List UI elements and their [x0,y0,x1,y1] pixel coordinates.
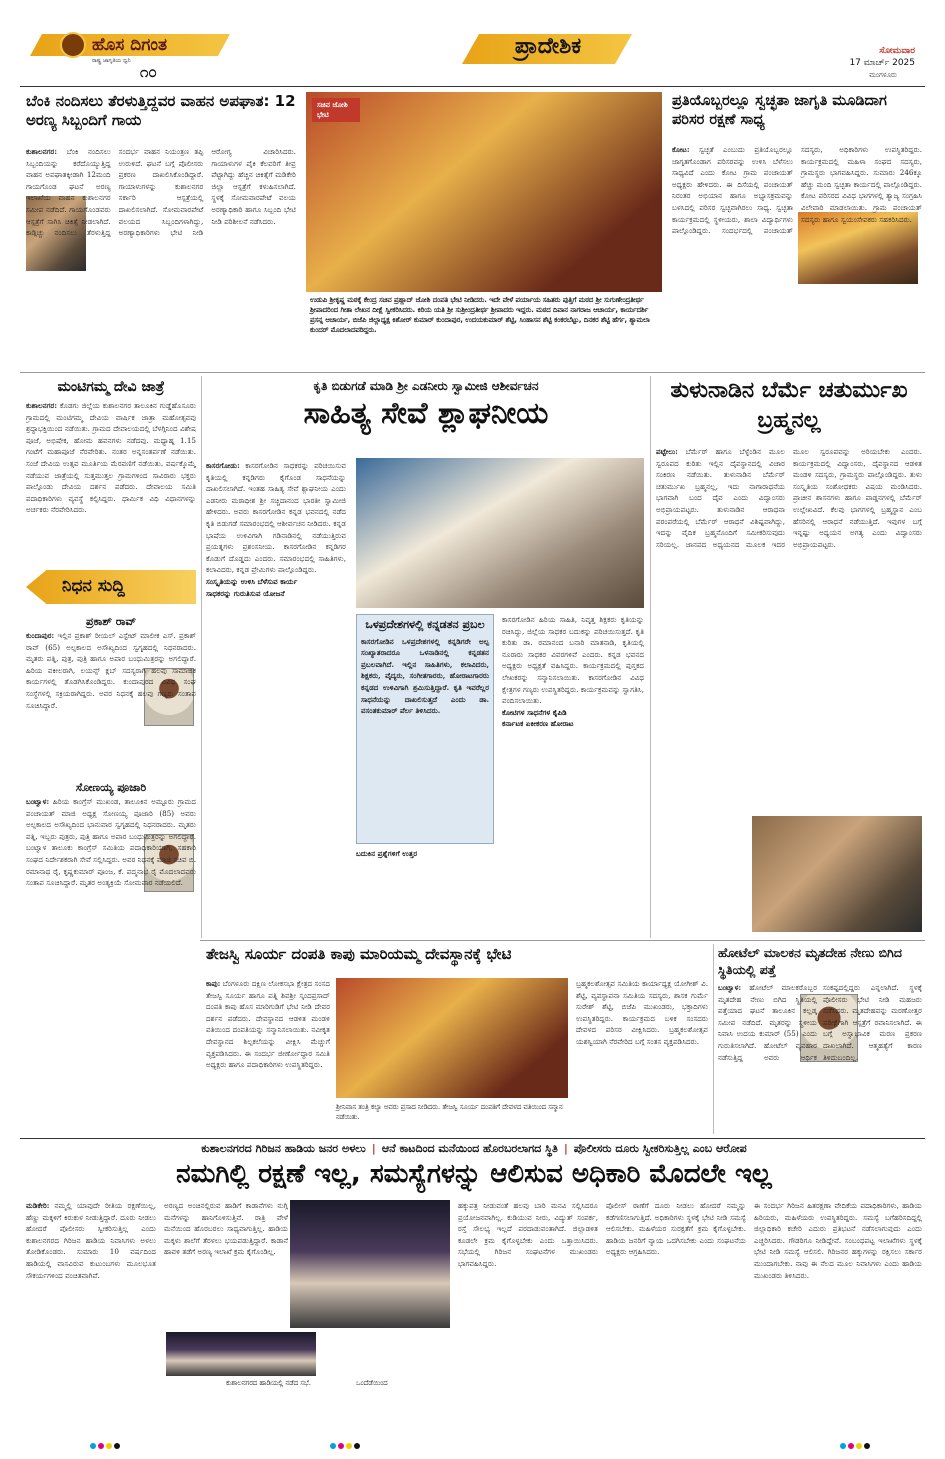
story-tribal-hamlet [26,1142,922,1442]
dateline: ಕಾಪು: [206,979,221,988]
story-body [26,146,296,366]
story-sahitya-seve [206,376,646,938]
photo-caption: ಉಡುಪಿ ಶ್ರೀಕೃಷ್ಣ ಮಠಕ್ಕೆ ಕೇಂದ್ರ ಸಚಿವ ಪ್ರಹ್ಲಾದ್ ಜೋಶಿ ದಂಪತಿ ಭೇಟಿ ನೀಡಿದರು. ಇದೇ ವೇಳೆ ಪರ್ಯಾಯ ಸಹಿತರು ಪುತ್ತಿಗೆ ಮಠದ ಶ್ರೀ ಸುಗುಣೇಂದ್ರತೀರ್ಥ ಶ್ರೀಪಾದರಿಂದ ಗೀತಾ ಲೇಖನ ದೀಕ್ಷೆ ಸ್ವೀಕರಿಸಿದರು. ಕಿರಿಯ ಯತಿ ಶ್ರೀ ಸುಶ್ರೀಂದ್ರತೀರ್ಥ ಶ್ರೀಪಾದರು ಇದ್ದರು. ಮಠದ ದಿವಾನ ನಾಗರಾಜ ಆಚಾರ್ಯ, ಕಾರ್ಯದರ್ಶಿ ಪ್ರಸನ್ನ ಆಚಾರ್ಯ, ಬಿಜೆಪಿ ಜಿಲ್ಲಾಧ್ಯಕ್ಷ ಕಿಶೋರ್ ಕುಮಾರ್ ಕುಂದಾಪುರ, ಉದಯಕುಮಾರ್ ಶೆಟ್ಟಿ, ಸಿಂಹಾಸನ ಶೆಟ್ಟಿ ಕಂಕರಬೆಟ್ಟು, ದಿನಕರ ಶೆಟ್ಟಿ ಹೆರ್ಗ, ಶ್ಯಾಮಲಾ ಕುಂದರ್ ಮೊದಲಾದವರಿದ್ದರು. [310,296,650,334]
body-col5 [754,1200,922,1440]
dateline: ಕಾಸರಗೋಡು: [206,461,240,470]
body-text: ಹಿರಿಯ ಕಾಂಗ್ರೆಸ್ ಮುಖಂಡ, ತಾಲೂಕಿನ ಅಮ್ಟೂರು ಗ್ರಾಮದ ಪಂಚಾಯತ್ ಮಾಜಿ ಅಧ್ಯಕ್ಷ ಸೋಣಯ್ಯ ಪೂಜಾರಿ (85) ಅವರು ಅಲ್ಪಕಾಲದ ಅಸೌಖ್ಯದಿಂದ ಭಾನುವಾರ ಸ್ವಗೃಹದಲ್ಲಿ ನಿಧನರಾದರು. ಮೃತರು ಪತ್ನಿ, ಇಬ್ಬರು ಪುತ್ರರು, ಪುತ್ರಿ ಹಾಗೂ ಅಪಾರ ಬಂಧುಮಿತ್ರರನ್ನು ಅಗಲಿದ್ದಾರೆ. ಬಂಟ್ವಾಳ ತಾಲೂಕು ಕಾಂಗ್ರೆಸ್ ಸಮಿತಿಯ ಪದಾಧಿಕಾರಿಯಾಗಿ, ಸಹಕಾರಿ ಸಂಘದ ನಿರ್ದೇಶಕರಾಗಿ ಸೇವೆ ಸಲ್ಲಿಸಿದ್ದರು. ಅವರ ನಿಧನಕ್ಕೆ ಮಾಜಿ ಸಚಿವ ಬಿ. ರಮಾನಾಥ ರೈ, ಕೃಷ್ಣಕುಮಾರ್ ಪೂಂಜ, ಕೆ. ಪದ್ಮನಾಭ ರೈ ಮೊದಲಾದವರು ಸಂತಾಪ ಸೂಚಿಸಿದ್ದಾರೆ. ಮೃತರ ಅಂತ್ಯಕ್ರಿಯೆ ಸೋಮವಾರ ನಡೆಯಲಿದೆ. [26,797,196,888]
book-release-photo [356,458,644,608]
body-text-6: ಗೌಡರಿಗೂ ನೀಡಿದ್ದೇವೆ. ಸಂಬಂಧಪಟ್ಟ ಇಲಾಖೆಗಳು ಸ್ಥಳಕ್ಕೆ ಭೇಟಿ ನೀಡಿ ಸಮಸ್ಯೆ ಆಲಿಸಲಿ. ಗಿರಿಜನರ ಹಕ್ಕುಗಳನ್ನು ರಕ್ಷಿಸಲು ಸರ್ಕಾರ ಮುಂದಾಗಬೇಕು. ನಾವು ಈ ನೆಲದ ಮೂಲ ನಿವಾಸಿಗಳು ಎಂದು ಹಾಡಿಯ ಮುಖಂಡರು ತಿಳಿಸಿದರು. [754,1235,922,1280]
body-col4: ಪೊಲೀಸ್ ಠಾಣೆಗೆ ದೂರು ನೀಡಲು ಹೋದರೆ ನಮ್ಮನ್ನು ಕಡೆಗಣಿಸಲಾಗುತ್ತಿದೆ. ಅಧಿಕಾರಿಗಳು ಸ್ಥಳಕ್ಕೆ ಭೇಟಿ ನೀಡಿ ಸಮಸ್ಯೆ ಆಲಿಸಬೇಕು. ಮಹಿಳೆಯರ ಸುರಕ್ಷತೆಗೆ ಕ್ರಮ ಕೈಗೊಳ್ಳಬೇಕು. ಹಾಡಿಯ ಜನರಿಗೆ ನ್ಯಾಯ ಒದಗಿಸಬೇಕು ಎಂದು ಸಂಘಟನೆಯ ಅಧ್ಯಕ್ಷರು ಆಗ್ರಹಿಸಿದರು. [606,1201,746,1257]
obituary-title: ನಿಧನ ಸುದ್ದಿ [62,576,125,596]
body-text: ನಮ್ಮಲ್ಲಿ ಯಾವುದೇ ರೀತಿಯ ರಕ್ಷಣೆಯಿಲ್ಲ, ಹೆಣ್ಣು ಮಕ್ಕಳಿಗೆ ಕಿರುಕುಳ ನೀಡುತ್ತಿದ್ದಾರೆ. ದೂರು ನೀಡಲು ಹೋದರೆ ಪೊಲೀಸರು ಸ್ವೀಕರಿಸುತ್ತಿಲ್ಲ ಎಂದು ಕುಶಾಲನಗರದ ಗಿರಿಜನ ಹಾಡಿಯ ನಿವಾಸಿಗಳು ಅಳಲು ತೋಡಿಕೊಂಡರು. ಸುಮಾರು 10 ವರ್ಷದಿಂದ ಹಾಡಿಯಲ್ಲಿ ವಾಸವಿರುವ ಕುಟುಂಬಗಳು ಮೂಲಭೂತ ಸೌಕರ್ಯಗಳಿಂದ ವಂಚಿತವಾಗಿವೆ. [26,1201,156,1280]
dateline: ಕುಶಾಲನಗರ: [26,147,57,156]
kicker: ಕೃತಿ ಬಿಡುಗಡೆ ಮಾಡಿ ಶ್ರೀ ಎಡನೀರು ಸ್ವಾಮೀಜಿ ಆಶೀರ್ವಚನ [313,379,539,393]
logo-tagline: ರಾಷ್ಟ್ರ ಜಾಗೃತಿಯ ಧ್ವನಿ [92,58,131,64]
photo-caption: ಶ್ರೀನಿವಾಸ ತಂತ್ರಿ ಕಲ್ಯಾ ಅವರು ಪ್ರಸಾದ ನೀಡಿದರು. ತೇಜಸ್ವಿ ಸೂರ್ಯ ದಂಪತಿಗೆ ದೇವಳದ ವತಿಯಿಂದ ಸನ್ಮಾನ ನಡೆಯಿತು. [336,1103,563,1121]
registration-marks-left [90,1443,120,1449]
dateline: ಬಂಟ್ವಾಳ: [718,983,742,992]
story-body [26,400,196,560]
body-col1 [26,1200,156,1440]
page-number: ೧೦ [140,63,157,81]
headline: ಸಾಹಿತ್ಯ ಸೇವೆ ಶ್ಲಾಘನೀಯ [303,395,549,431]
body-left [206,460,346,930]
headline: ಬೆಂಕಿ ನಂದಿಸಲು ತೆರಳುತ್ತಿದ್ದವರ ವಾಹನ ಅಪಘಾತ: 12 ಅರಣ್ಯ ಸಿಬ್ಬಂದಿಗೆ ಗಾಯ [26,92,296,129]
temple-visit-photo [336,978,568,1098]
body-text: ಇಲ್ಲಿನ ಪ್ರಕಾಶ್ ರೀಯಲ್ ಎಸ್ಟೇಟ್ ಮಾಲೀಕ ಎಸ್. ಪ್ರಕಾಶ್ ರಾವ್ (65) ಅಲ್ಪಕಾಲದ ಅಸೌಖ್ಯದಿಂದ ಸ್ವಗೃಹದಲ್ಲಿ ನಿಧನರಾದರು. ಮೃತರು ಪತ್ನಿ, ಪುತ್ರ, ಪುತ್ರಿ ಹಾಗೂ ಅಪಾರ ಬಂಧುಮಿತ್ರರನ್ನು ಅಗಲಿದ್ದಾರೆ. ಹಿರಿಯ ವಕೀಲರಾಗಿ, ಲಯನ್ಸ್ ಕ್ಲಬ್ ಸದಸ್ಯರಾಗಿ ಹಲವು ಸಾಮಾಜಿಕ ಕಾರ್ಯಗಳಲ್ಲಿ ತೊಡಗಿಸಿಕೊಂಡಿದ್ದರು. ಕುಂದಾಪುರದ ವಿವಿಧ ಸಂಘ ಸಂಸ್ಥೆಗಳಲ್ಲಿ ಸಕ್ರಿಯರಾಗಿದ್ದರು. ಅವರ ನಿಧನಕ್ಕೆ ಹಲವು ಗಣ್ಯರು ಸಂತಾಪ ಸೂಚಿಸಿದ್ದಾರೆ. [26,631,196,710]
masthead [0,0,945,90]
section-title: ಪ್ರಾದೇಶಿಕ [514,34,582,59]
subhead-4: ಕೋಟಿಗಳ ಸಾಧನೆಗಳ ಕೈಪಿಡಿ [502,707,567,717]
meeting-photo-1 [290,1200,450,1328]
person2-name: ಸೋಣಯ್ಯ ಪೂಜಾರಿ [75,781,147,794]
sun-logo-icon [60,32,86,58]
logo [30,30,230,80]
person1-body [26,630,196,780]
story-body [656,446,922,810]
obituary-section [26,566,196,936]
story-body [672,144,922,368]
body-right [502,614,644,854]
story-hotel-owner [718,944,922,1134]
story-tejasvi-surya [206,944,708,1134]
story-tag: ಸಚಿವ ಜೋಶಿ ಭೇಟಿ [312,98,360,122]
meeting-photo-2 [166,1332,316,1376]
city-label: ಮಂಗಳೂರು [869,71,897,79]
dateline: ಪಟ್ಟೇಲು: [656,447,678,456]
berme-photo [752,816,922,932]
date-label: 17 ಮಾರ್ಚ್ 2025 [849,58,915,68]
body-text: ಸ್ವಚ್ಛತೆ ಎಂಬುದು ಪ್ರತಿಯೊಬ್ಬರಲ್ಲೂ ಜಾಗೃತಗೊಂಡಾಗ ಪರಿಸರವನ್ನು ಉಳಿಸಿ ಬೆಳೆಸಲು ಸಾಧ್ಯವಿದೆ ಎಂದು ಕೋಟ ಗ್ರಾಮ ಪಂಚಾಯತ್ ಅಧ್ಯಕ್ಷರು ಹೇಳಿದರು. ಈ ದಿಸೆಯಲ್ಲಿ ಪಂಚಾಯತ್ ನಿರಂತರ ಅಭಿಯಾನ ಹಾಗೂ ಅಭ್ಯಾಸಕ್ರಮವನ್ನು ಬಳಸಿದಲ್ಲಿ ಪರಿಸರ ಸ್ವಚ್ಛವಾಗಿರಲು ಸಾಧ್ಯ. ಸ್ವಚ್ಛತಾ ಕಾರ್ಯಕ್ರಮದಲ್ಲಿ ಸ್ಥಳೀಯರು, ಶಾಲಾ ವಿದ್ಯಾರ್ಥಿಗಳು ಪಾಲ್ಗೊಂಡಿದ್ದರು. ಸಂದರ್ಭದಲ್ಲಿ ಪಂಚಾಯತ್ ಸದಸ್ಯರು, ಅಧಿಕಾರಿಗಳು ಉಪಸ್ಥಿತರಿದ್ದರು. ಕಾರ್ಯಕ್ರಮದಲ್ಲಿ ಮಹಿಳಾ ಸಂಘದ ಸದಸ್ಯರು, ಗ್ರಾಮಸ್ಥರು ಭಾಗವಹಿಸಿದ್ದರು. ಸುಮಾರು 246ಕ್ಕೂ ಹೆಚ್ಚು ಮಂದಿ ಸ್ವಚ್ಛತಾ ಕಾರ್ಯದಲ್ಲಿ ಪಾಲ್ಗೊಂಡಿದ್ದರು. ಕೋಟ ಪರಿಸರದ ವಿವಿಧ ಭಾಗಗಳಲ್ಲಿ ತ್ಯಾಜ್ಯ ಸಂಗ್ರಹಿಸಿ ವಿಲೇವಾರಿ ಮಾಡಲಾಯಿತು. ಗ್ರಾಮ ಪಂಚಾಯತ್ ಸದಸ್ಯರು ಹಾಗೂ ಸ್ವಯಂಸೇವಕರು ಸಹಕರಿಸಿದರು. [672,145,922,236]
photo-caption-1: ಕುಶಾಲನಗರದ ಹಾಡಿಯಲ್ಲಿ ನಡೆದ ಸಭೆ. [226,1379,311,1387]
dateline: ಮಡಿಕೇರಿ: [26,1201,50,1210]
body-text: ಬೆಂಗಳೂರು ದಕ್ಷಿಣ ಲೋಕಸಭಾ ಕ್ಷೇತ್ರದ ಸಂಸದ ತೇಜಸ್ವಿ ಸೂರ್ಯ ಹಾಗೂ ಪತ್ನಿ ಶಿವಶ್ರೀ ಸ್ಕಂದಪ್ರಸಾದ್ ದಂಪತಿ ಕಾಪು ಹೊಸ ಮಾರಿಗುಡಿಗೆ ಭೇಟಿ ನೀಡಿ ದೇವರ ದರ್ಶನ ಪಡೆದರು. ದೇವಸ್ಥಾನದ ಆಡಳಿತ ಮಂಡಳಿ ವತಿಯಿಂದ ದಂಪತಿಯನ್ನು ಸನ್ಮಾನಿಸಲಾಯಿತು. ನವೀಕೃತ ದೇವಸ್ಥಾನದ ಶಿಲ್ಪಕಲೆಯನ್ನು ವೀಕ್ಷಿಸಿ ಮೆಚ್ಚುಗೆ ವ್ಯಕ್ತಪಡಿಸಿದರು. ಈ ಸಂದರ್ಭ ಜೀರ್ಣೋದ್ಧಾರ ಸಮಿತಿ ಅಧ್ಯಕ್ಷರು ಹಾಗೂ ಪದಾಧಿಕಾರಿಗಳು ಉಪಸ್ಥಿತರಿದ್ದರು. [206,979,330,1070]
body-text: ಹೋಟೆಲ್ ಮಾಲಕರೊಬ್ಬರ ಮೃತದೇಹ ನೇಣು ಬಿಗಿದ ಸ್ಥಿತಿಯಲ್ಲಿ ಪತ್ತೆಯಾದ ಘಟನೆ ತಾಲೂಕಿನ ಕಲ್ಲಡ್ಕ ಸಮೀಪ ನಡೆದಿದೆ. ಮೃತರನ್ನು ಸ್ಥಳೀಯ ನಿವಾಸಿ ಉದಯ ಕುಮಾರ್ (55) ಎಂದು ಗುರುತಿಸಲಾಗಿದೆ. ಹೋಟೆಲ್ ವ್ಯವಹಾರ ನಡೆಸುತ್ತಿದ್ದ ಅವರು ಆರ್ಥಿಕ ಸಂಕಷ್ಟದಲ್ಲಿದ್ದರು ಎನ್ನಲಾಗಿದೆ. ಸ್ಥಳಕ್ಕೆ ಪೊಲೀಸರು ಭೇಟಿ ನೀಡಿ ಮಹಜರು ನಡೆಸಿದರು. ಮೃತದೇಹವನ್ನು ಮರಣೋತ್ತರ ಪರೀಕ್ಷೆಗಾಗಿ ಆಸ್ಪತ್ರೆಗೆ ರವಾನಿಸಲಾಗಿದೆ. ಈ ಬಗ್ಗೆ ಅಸ್ವಾಭಾವಿಕ ಮರಣ ಪ್ರಕರಣ ದಾಖಲಾಗಿದೆ. ಆತ್ಮಹತ್ಯೆಗೆ ಕಾರಣ ತಿಳಿದುಬಂದಿಲ್ಲ. [718,983,922,1062]
joshi-photo [306,92,662,292]
body-text: ಕಾಸರಗೋಡಿನ ಹಿರಿಯ ಸಾಹಿತಿ, ನಿವೃತ್ತ ಶಿಕ್ಷಕರು ಕೃತಿಯನ್ನು ರಚಿಸಿದ್ದು, ಜಿಲ್ಲೆಯ ಸಾಧಕರ ಬದುಕನ್ನು ಪರಿಚಯಿಸುತ್ತದೆ. ಕೃತಿ ಕುರಿತು ಡಾ. ರಮಾನಂದ ಬನಾರಿ ಮಾತನಾಡಿ, ಕೃತಿಯಲ್ಲಿ ನೂರಾರು ಸಾಧಕರ ವಿವರಗಳಿವೆ ಎಂದರು. ಕನ್ನಡ ಭವನದ ಅಧ್ಯಕ್ಷರು ಅಧ್ಯಕ್ಷತೆ ವಹಿಸಿದ್ದರು. ಕಾರ್ಯಕ್ರಮದಲ್ಲಿ ಪುಸ್ತಕದ ಲೇಖಕರನ್ನು ಸನ್ಮಾನಿಸಲಾಯಿತು. ಕಾಸರಗೋಡಿನ ವಿವಿಧ ಕ್ಷೇತ್ರಗಳ ಗಣ್ಯರು ಉಪಸ್ಥಿತರಿದ್ದರು. ಕಾರ್ಯಕ್ರಮವನ್ನು ಸ್ವಾಗತಿಸಿ, ವಂದಿಸಲಾಯಿತು. [502,615,644,706]
headline: ನಮಗಿಲ್ಲಿ ರಕ್ಷಣೆ ಇಲ್ಲ, ಸಮಸ್ಯೆಗಳನ್ನು ಆಲಿಸುವ ಅಧಿಕಾರಿ ಮೊದಲೇ ಇಲ್ಲ [176,1159,772,1189]
photo-caption-2: ಒಂದೆಡೆಯಿಂದ [356,1379,388,1387]
story-joshi-visit [306,92,662,370]
dateline: ಬಂಟ್ವಾಳ: [26,797,50,806]
headline: ಮಂಟಿಗಮ್ಮ ದೇವಿ ಜಾತ್ರೆ [57,379,165,395]
body-text: ಬೆರ್ಮೆರ್ ಹಾಗೂ ಬೆಳ್ಳೆಂಡಿನ ಮೂಲ ಸ್ವರೂಪದ ಕುರಿತು ಇಲ್ಲಿನ ದೈವಸ್ಥಾನದಲ್ಲಿ ವಿಚಾರ ಸಂಕಿರಣ ನಡೆಯಿತು. ತುಳುನಾಡಿನ ಬೆರ್ಮೆರ್ ಚತುರ್ಮುಖ ಬ್ರಹ್ಮನಲ್ಲ, ಇದು ನಾಗಾರಾಧನೆಯ ಭಾಗವಾಗಿ ಬಂದ ದೈವ ಎಂದು ವಿದ್ವಾಂಸರು ಅಭಿಪ್ರಾಯಪಟ್ಟರು. ತುಳುನಾಡಿನ ಆರಾಧನಾ ಪರಂಪರೆಯಲ್ಲಿ ಬೆರ್ಮೆರ್ ಆರಾಧನೆ ವಿಶಿಷ್ಟವಾಗಿದ್ದು, ಇದನ್ನು ವೈದಿಕ ಬ್ರಹ್ಮನೊಂದಿಗೆ ಸಮೀಕರಿಸುವುದು ಸರಿಯಲ್ಲ. ಜಾನಪದ ಅಧ್ಯಯನದ ಮೂಲಕ ಇದರ ಮೂಲ ಸ್ವರೂಪವನ್ನು ಅರಿಯಬೇಕು ಎಂದರು. ಕಾರ್ಯಕ್ರಮದಲ್ಲಿ ವಿದ್ವಾಂಸರು, ದೈವಸ್ಥಾನದ ಆಡಳಿತ ಮಂಡಳಿ ಸದಸ್ಯರು, ಗ್ರಾಮಸ್ಥರು ಪಾಲ್ಗೊಂಡಿದ್ದರು. ತುಳು ಸಂಸ್ಕೃತಿಯ ಸಂಶೋಧಕರು ವಿಷಯ ಮಂಡಿಸಿದರು. ಪ್ರಾಚೀನ ಶಾಸನಗಳು ಹಾಗೂ ಪಾಡ್ದನಗಳಲ್ಲಿ ಬೆರ್ಮೆರ್ ಉಲ್ಲೇಖವಿದೆ. ಕೆಲವು ಭಾಗಗಳಲ್ಲಿ ಬ್ರಹ್ಮಸ್ಥಾನ ಎಂಬ ಹೆಸರಿನಲ್ಲಿ ಆರಾಧನೆ ನಡೆಯುತ್ತಿದೆ. ಇವುಗಳ ಬಗ್ಗೆ ಇನ್ನಷ್ಟು ಅಧ್ಯಯನ ಅಗತ್ಯ ಎಂದು ವಿದ್ವಾಂಸರು ಅಭಿಪ್ರಾಯಪಟ್ಟರು. [656,447,922,549]
person2-body [26,796,196,936]
kicker-b: ಆನೆ ಕಾಟದಿಂದ ಮನೆಯಿಂದ ಹೊರಬರಲಾಗದ ಸ್ಥಿತಿ [381,1142,558,1155]
registration-marks-center [330,1443,360,1449]
body-text: ಕೊಡಗು ಜಿಲ್ಲೆಯ ಕುಶಾಲನಗರ ತಾಲೂಕಿನ ಗುಡ್ಡೆಹೊಸೂರು ಗ್ರಾಮದಲ್ಲಿ ಮಂಟಿಗಮ್ಮ ದೇವಿಯ ವಾರ್ಷಿಕ ಜಾತ್ರಾ ಮಹೋತ್ಸವವು ಶ್ರದ್ಧಾಭಕ್ತಿಯಿಂದ ನಡೆಯಿತು. ಗ್ರಾಮದ ದೇವಾಲಯದಲ್ಲಿ ಬೆಳಗ್ಗಿನಿಂದ ವಿಶೇಷ ಪೂಜೆ, ಅಭಿಷೇಕ, ಹೋಮ ಹವನಗಳು ನಡೆದವು. ಮಧ್ಯಾಹ್ನ 1.15 ಗಂಟೆಗೆ ಮಹಾಪೂಜೆ ನೆರವೇರಿತು. ನಂತರ ಅನ್ನಸಂತರ್ಪಣೆ ನಡೆಯಿತು. ಸಂಜೆ ದೇವಿಯ ಉತ್ಸವ ಮೂರ್ತಿಯ ಮೆರವಣಿಗೆ ನಡೆಯಿತು. ವರ್ಷಕ್ಕೊಮ್ಮೆ ನಡೆಯುವ ಜಾತ್ರೆಯಲ್ಲಿ ಸುತ್ತಮುತ್ತಲ ಗ್ರಾಮಗಳಿಂದ ಸಾವಿರಾರು ಭಕ್ತರು ಪಾಲ್ಗೊಂಡು ದೇವಿಯ ದರ್ಶನ ಪಡೆದರು. ದೇವಾಲಯ ಸಮಿತಿ ಪದಾಧಿಕಾರಿಗಳು ವ್ಯವಸ್ಥೆ ಕಲ್ಪಿಸಿದ್ದರು. ಧಾರ್ಮಿಕ ವಿಧಿ ವಿಧಾನಗಳನ್ನು ಅರ್ಚಕರು ನೆರವೇರಿಸಿದರು. [26,401,196,515]
kicker-row: ಕುಶಾಲನಗರದ ಗಿರಿಜನ ಹಾಡಿಯ ಜನರ ಅಳಲು | ಆನೆ ಕಾಟದಿಂದ ಮನೆಯಿಂದ ಹೊರಬರಲಾಗದ ಸ್ಥಿತಿ | ಪೊಲೀಸರು ದೂರು ಸ್ವೀಕರಿಸುತ್ತಿಲ್ಲ ಎಂಬ ಆರೋಪ [201,1142,747,1155]
inset-box [356,614,494,844]
dateline: ಕುಶಾಲನಗರ: [26,401,57,410]
body-right [576,978,708,1132]
story-cleanliness [672,92,922,370]
headline: ಹೋಟೆಲ್ ಮಾಲಕನ ಮೃತದೇಹ ನೇಣು ಬಿಗಿದ ಸ್ಥಿತಿಯಲ್ಲಿ ಪತ್ತೆ [718,945,902,977]
inset-title: ಒಳಪ್ರದೇಶಗಳಲ್ಲಿ ಕನ್ನಡತನ ಪ್ರಬಲ [365,618,485,631]
body-text: ಬ್ರಹ್ಮಕಲಶೋತ್ಸವ ಸಮಿತಿಯ ಕಾರ್ಯಾಧ್ಯಕ್ಷ ಯೋಗೀಶ್ ವಿ. ಶೆಟ್ಟಿ, ವ್ಯವಸ್ಥಾಪನಾ ಸಮಿತಿಯ ಸದಸ್ಯರು, ಶಾಸಕ ಗುರ್ಮೆ ಸುರೇಶ್ ಶೆಟ್ಟಿ, ಬಿಜೆಪಿ ಮುಖಂಡರು, ಭಕ್ತಾದಿಗಳು ಉಪಸ್ಥಿತರಿದ್ದರು. ಕಾರ್ಯಕ್ರಮದ ಬಳಿಕ ಸಂಸದರು ದೇವಳದ ಪರಿಸರ ವೀಕ್ಷಿಸಿದರು. ಬ್ರಹ್ಮಕಲಶೋತ್ಸವ ಯಶಸ್ವಿಯಾಗಿ ನೆರವೇರಿದ ಬಗ್ಗೆ ಸಂತಸ ವ್ಯಕ್ತಪಡಿಸಿದರು. [576,979,708,1046]
body-left [206,978,330,1132]
story-body [718,982,922,1132]
body-bottom [356,848,644,932]
body-col2-top: ಅರಣ್ಯದ ಅಂಚಿನಲ್ಲಿರುವ ಹಾಡಿಗೆ ಕಾಡಾನೆಗಳು ನುಗ್ಗಿ ಮನೆಗಳನ್ನು ಹಾನಿಗೊಳಿಸುತ್ತಿವೆ. ರಾತ್ರಿ ವೇಳೆ ಮನೆಯಿಂದ ಹೊರಬರಲು ಸಾಧ್ಯವಾಗುತ್ತಿಲ್ಲ. ಹಾಡಿಯ ಮಕ್ಕಳು ಶಾಲೆಗೆ ತೆರಳಲು ಭಯಪಡುತ್ತಿದ್ದಾರೆ. ಕಾಡಾನೆ ಹಾವಳಿ ತಡೆಗೆ ಅರಣ್ಯ ಇಲಾಖೆ ಕ್ರಮ ಕೈಗೊಂಡಿಲ್ಲ. [164,1201,288,1257]
day-label: ಸೋಮವಾರ [879,46,915,56]
body-text: ಬೆಂಕಿ ನಂದಿಸಲು ಸಿಬ್ಬಂದಿಯನ್ನು ಕರೆದೊಯ್ಯುತ್ತಿದ್ದ ವಾಹನ ಅಪಘಾತಕ್ಕೀಡಾಗಿ 12ಮಂದಿ ಗಾಯಗೊಂಡ ಘಟನೆ ಅರಣ್ಯ ಇಲಾಖೆಯ ವಾಹನ ಕುಶಾಲನಗರ ಸಮೀಪ ನಡೆದಿದೆ. ಗಾಯಗೊಂಡವರು ಆಸ್ಪತ್ರೆಗೆ ಸಾಗಿಸಿ ಚಿಕಿತ್ಸೆ ನೀಡಲಾಗಿದೆ. ಕಾಡ್ಗಿಚ್ಚು ನಂದಿಸಲು ತೆರಳುತ್ತಿದ್ದ ಸಂದರ್ಭ ವಾಹನ ನಿಯಂತ್ರಣ ತಪ್ಪಿ ಉರುಳಿದೆ. ಘಟನೆ ಬಗ್ಗೆ ಪೊಲೀಸರು ಪ್ರಕರಣ ದಾಖಲಿಸಿಕೊಂಡಿದ್ದಾರೆ. ಗಾಯಾಳುಗಳನ್ನು ಕುಶಾಲನಗರ ಸರ್ಕಾರಿ ಆಸ್ಪತ್ರೆಯಲ್ಲಿ ದಾಖಲಿಸಲಾಗಿದೆ. ಸೋಮವಾರಪೇಟೆ ವಲಯದ ಸಿಬ್ಬಂದಿಗಳಾಗಿದ್ದು, ಅರಣ್ಯಾಧಿಕಾರಿಗಳು ಭೇಟಿ ನೀಡಿ ಆರೋಗ್ಯ ವಿಚಾರಿಸಿದರು. ಗಾಯಾಳುಗಳ ಪೈಕಿ ಕೆಲವರಿಗೆ ತೀವ್ರ ಪೆಟ್ಟಾಗಿದ್ದು ಹೆಚ್ಚಿನ ಚಿಕಿತ್ಸೆಗೆ ಮಡಿಕೇರಿ ಜಿಲ್ಲಾ ಆಸ್ಪತ್ರೆಗೆ ಕಳುಹಿಸಲಾಗಿದೆ. ಸ್ಥಳಕ್ಕೆ ಸೋಮವಾರಪೇಟೆ ವಲಯ ಅರಣ್ಯಾಧಿಕಾರಿ ಹಾಗೂ ಸಿಬ್ಬಂದಿ ಭೇಟಿ ನೀಡಿ ಪರಿಶೀಲನೆ ನಡೆಸಿದರು. [26,147,296,238]
subhead-1: ಸಂಸ್ಕೃತಿಯನ್ನು ಉಳಿಸಿ ಬೆಳೆಸುವ ಕಾರ್ಯ [206,576,298,586]
story-mantigamma-fair [26,378,196,563]
kicker-a: ಕುಶಾಲನಗರದ ಗಿರಿಜನ ಹಾಡಿಯ ಜನರ ಅಳಲು [201,1142,366,1155]
kicker-c: ಪೊಲೀಸರು ದೂರು ಸ್ವೀಕರಿಸುತ್ತಿಲ್ಲ ಎಂಬ ಆರೋಪ [573,1142,747,1155]
person1-name: ಪ್ರಕಾಶ್ ರಾವ್ [85,615,137,628]
dateline: ಕೋಟ: [672,145,690,154]
subhead-5: ಕರ್ನಾಟಕ ಏಕೀಕರಣ ಹೋರಾಟ [502,719,574,729]
inset-body: ಕಾಸರಗೋಡಿನ ಒಳಪ್ರದೇಶಗಳಲ್ಲಿ ಕನ್ನಡಿಗರೇ ಅಲ್ಪ ಸಂಖ್ಯಾತರಾದರೂ ಒಳನಾಡಿನಲ್ಲಿ ಕನ್ನಡತನ ಪ್ರಬಲವಾಗಿದೆ. ಇಲ್ಲಿನ ಸಾಹಿತಿಗಳು, ಕಲಾವಿದರು, ಶಿಕ್ಷಕರು, ವೈದ್ಯರು, ಸಂಗೀತಗಾರರು, ಹೋರಾಟಗಾರರು ಕನ್ನಡದ ಉಳಿವಿಗಾಗಿ ಶ್ರಮಿಸುತ್ತಿದ್ದಾರೆ. ಕೃತಿ ಇವರೆಲ್ಲರ ಸಾಧನೆಯನ್ನು ದಾಖಲಿಸುತ್ತದೆ ಎಂದು ಡಾ. ವಸಂತಕುಮಾರ್ ಪೆರ್ಲ ತಿಳಿಸಿದರು. [361,636,489,716]
story-accident [26,92,296,368]
headline: ತುಳುನಾಡಿನ ಬೆರ್ಮೆ ಚತುರ್ಮುಖ ಬ್ರಹ್ಮನಲ್ಲ [670,378,908,433]
body-col3: ಹಕ್ಕುಪತ್ರ ನೀಡುವಂತೆ ಹಲವು ಬಾರಿ ಮನವಿ ಸಲ್ಲಿಸಿದರೂ ಪ್ರಯೋಜನವಾಗಿಲ್ಲ. ಕುಡಿಯುವ ನೀರು, ವಿದ್ಯುತ್ ಸಂಪರ್ಕ, ರಸ್ತೆ ಸೌಲಭ್ಯ ಇಲ್ಲದೆ ಪರದಾಡುವಂತಾಗಿದೆ. ಜಿಲ್ಲಾಡಳಿತ ಕೂಡಲೇ ಕ್ರಮ ಕೈಗೊಳ್ಳಬೇಕು ಎಂದು ಒತ್ತಾಯಿಸಿದರು. ಸಭೆಯಲ್ಲಿ ಗಿರಿಜನ ಸಂಘಟನೆಗಳ ಮುಖಂಡರು ಭಾಗವಹಿಸಿದ್ದರು. [458,1201,598,1268]
headline: ತೇಜಸ್ವಿ ಸೂರ್ಯ ದಂಪತಿ ಕಾಪು ಮಾರಿಯಮ್ಮ ದೇವಸ್ಥಾನಕ್ಕೆ ಭೇಟಿ [206,945,512,963]
body-text: ಕಾಸರಗೋಡಿನ ಸಾಧಕರನ್ನು ಪರಿಚಯಿಸುವ ಕೃತಿಯಲ್ಲಿ ಕನ್ನಡಿಗರು ಕೈಗೊಂಡ ಸಾಧನೆಯನ್ನು ದಾಖಲಿಸಲಾಗಿದೆ. ಇಂತಹ ಸಾಹಿತ್ಯ ಸೇವೆ ಶ್ಲಾಘನೀಯ ಎಂದು ಎಡನೀರು ಮಠಾಧೀಶ ಶ್ರೀ ಸಚ್ಚಿದಾನಂದ ಭಾರತೀ ಸ್ವಾಮೀಜಿ ಹೇಳಿದರು. ಅವರು ಕಾಸರಗೋಡಿನ ಕನ್ನಡ ಭವನದಲ್ಲಿ ನಡೆದ ಕೃತಿ ಬಿಡುಗಡೆ ಸಮಾರಂಭದಲ್ಲಿ ಆಶೀರ್ವಚನ ನೀಡಿದರು. ಕನ್ನಡ ಭಾಷೆಯ ಉಳಿವಿಗಾಗಿ ಗಡಿನಾಡಿನಲ್ಲಿ ನಡೆಯುತ್ತಿರುವ ಪ್ರಯತ್ನಗಳು ಪ್ರಶಂಸನೀಯ. ಕಾಸರಗೋಡಿನ ಕನ್ನಡಿಗರ ಕೊಡುಗೆ ದೊಡ್ಡದು ಎಂದರು. ಸಮಾರಂಭದಲ್ಲಿ ಸಾಹಿತಿಗಳು, ಕಲಾವಿದರು, ಕನ್ನಡ ಪ್ರೇಮಿಗಳು ಪಾಲ್ಗೊಂಡಿದ್ದರು. [206,461,346,575]
body-text-5: ಈ ಸಂದರ್ಭ ಗಿರಿಜನ ಹಿತರಕ್ಷಣಾ ವೇದಿಕೆಯ ಪದಾಧಿಕಾರಿಗಳು, ಹಾಡಿಯ ಹಿರಿಯರು, ಮಹಿಳೆಯರು ಉಪಸ್ಥಿತರಿದ್ದರು. ಸಮಸ್ಯೆ ಬಗೆಹರಿಸದಿದ್ದಲ್ಲಿ ಜಿಲ್ಲಾಧಿಕಾರಿ ಕಚೇರಿ ಎದುರು ಪ್ರತಿಭಟನೆ ನಡೆಸಲಾಗುವುದು ಎಂದು ಎಚ್ಚರಿಸಿದರು. [754,1201,922,1245]
headline: ಪ್ರತಿಯೊಬ್ಬರಲ್ಲೂ ಸ್ವಚ್ಛತಾ ಜಾಗೃತಿ ಮೂಡಿದಾಗ ಪರಿಸರ ರಕ್ಷಣೆ ಸಾಧ್ಯ [672,93,887,128]
subhead-2: ಸಾಧಕರನ್ನು ಗುರುತಿಸುವ ಯೋಜನೆ [206,588,285,598]
dateline: ಕುಂದಾಪುರ: [26,631,55,640]
logo-text: ಹೊಸ ದಿಗಂತ [92,35,167,55]
story-berme [656,376,922,938]
subhead-3: ಬದುಕಿನ ಪ್ರಶ್ನೆಗಳಿಗೆ ಉತ್ತರ [356,849,418,858]
registration-marks-right [840,1443,870,1449]
